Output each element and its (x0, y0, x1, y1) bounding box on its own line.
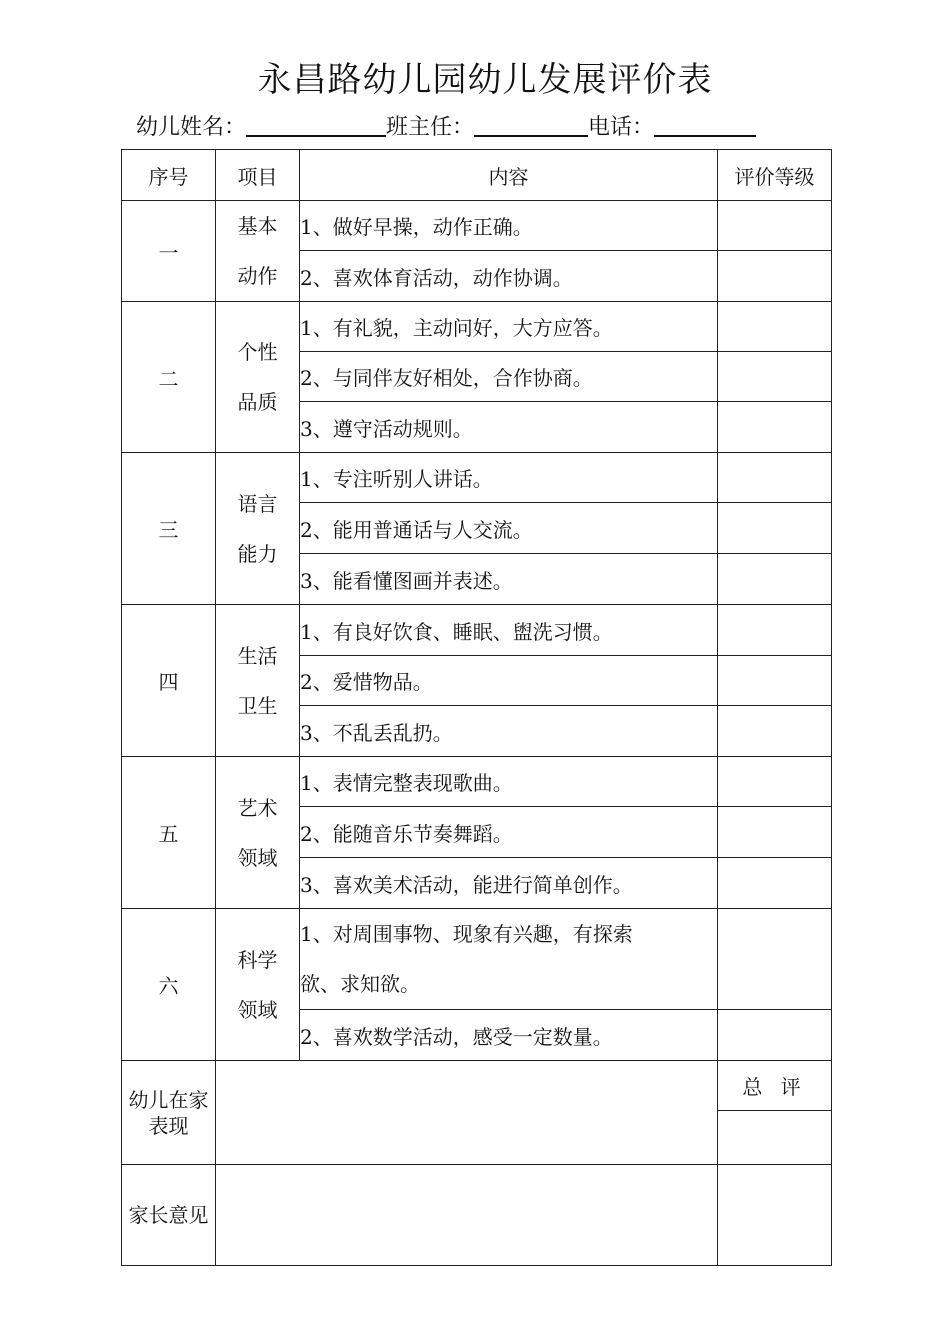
content-cell: 2、能随音乐节奏舞蹈。 (300, 807, 718, 858)
section-item: 基本 动作 (216, 201, 300, 302)
content-cell: 2、喜欢体育活动，动作协调。 (300, 251, 718, 302)
table-row (122, 302, 832, 352)
table-row (122, 201, 832, 251)
grade-cell[interactable] (718, 352, 832, 402)
content-cell: 1、有礼貌，主动问好，大方应答。 (300, 302, 718, 352)
content-cell: 3、遵守活动规则。 (300, 402, 718, 453)
table-row (122, 909, 832, 1010)
content-cell: 2、与同伴友好相处，合作协商。 (300, 352, 718, 402)
home-row (122, 1061, 832, 1111)
phone-field[interactable] (654, 113, 756, 137)
parent-opinion-cell[interactable] (216, 1165, 718, 1266)
section-no: 六 (122, 909, 216, 1061)
header-row (122, 150, 832, 201)
overall-cell[interactable] (718, 1111, 832, 1165)
content-cell: 1、表情完整表现歌曲。 (300, 757, 718, 807)
grade-cell[interactable] (718, 706, 832, 757)
grade-cell[interactable] (718, 807, 832, 858)
page-title: 永昌路幼儿园幼儿发展评价表 (257, 60, 713, 100)
evaluation-table (121, 149, 832, 1266)
teacher-label: 班主任： (386, 115, 475, 140)
content-cell: 2、能用普通话与人交流。 (300, 503, 718, 554)
section-no: 三 (122, 453, 216, 605)
grade-cell[interactable] (718, 1010, 832, 1061)
grade-cell[interactable] (718, 503, 832, 554)
section-no: 一 (122, 201, 216, 302)
home-performance-cell[interactable] (216, 1061, 718, 1165)
table-row (122, 453, 832, 503)
content-cell: 1、做好早操，动作正确。 (300, 201, 718, 251)
home-label: 幼儿在家 表现 (122, 1061, 216, 1165)
grade-cell[interactable] (718, 554, 832, 605)
phone-label: 电话： (588, 115, 655, 140)
content-cell: 1、对周围事物、现象有兴趣，有探索 欲、求知欲。 (300, 909, 718, 1010)
content-cell: 1、专注听别人讲话。 (300, 453, 718, 503)
child-name-label: 幼儿姓名： (136, 115, 247, 140)
content-cell: 2、喜欢数学活动，感受一定数量。 (300, 1010, 718, 1061)
section-item: 艺术 领域 (216, 757, 300, 909)
section-item: 语言 能力 (216, 453, 300, 605)
header-content: 内容 (300, 150, 718, 201)
parent-label: 家长意见 (122, 1165, 216, 1266)
content-cell: 2、爱惜物品。 (300, 656, 718, 706)
info-line (136, 110, 756, 141)
grade-cell[interactable] (718, 757, 832, 807)
grade-cell[interactable] (718, 251, 832, 302)
section-no: 五 (122, 757, 216, 909)
table-row (122, 605, 832, 656)
header-item: 项目 (216, 150, 300, 201)
child-name-field[interactable] (246, 113, 386, 137)
content-cell: 1、有良好饮食、睡眠、盥洗习惯。 (300, 605, 718, 656)
section-item: 科学 领域 (216, 909, 300, 1061)
section-item: 个性 品质 (216, 302, 300, 453)
grade-cell[interactable] (718, 302, 832, 352)
teacher-field[interactable] (474, 113, 588, 137)
overall-label: 总 评 (718, 1061, 832, 1111)
parent-row (122, 1165, 832, 1266)
grade-cell[interactable] (718, 402, 832, 453)
parent-grade-cell[interactable] (718, 1165, 832, 1266)
section-no: 四 (122, 605, 216, 757)
grade-cell[interactable] (718, 605, 832, 656)
content-cell: 3、喜欢美术活动，能进行简单创作。 (300, 858, 718, 909)
grade-cell[interactable] (718, 656, 832, 706)
grade-cell[interactable] (718, 858, 832, 909)
table-row (122, 757, 832, 807)
section-item: 生活 卫生 (216, 605, 300, 757)
grade-cell[interactable] (718, 201, 832, 251)
grade-cell[interactable] (718, 909, 832, 1010)
header-grade: 评价等级 (718, 150, 832, 201)
header-no: 序号 (122, 150, 216, 201)
section-no: 二 (122, 302, 216, 453)
content-cell: 3、能看懂图画并表述。 (300, 554, 718, 605)
grade-cell[interactable] (718, 453, 832, 503)
content-cell: 3、不乱丢乱扔。 (300, 706, 718, 757)
